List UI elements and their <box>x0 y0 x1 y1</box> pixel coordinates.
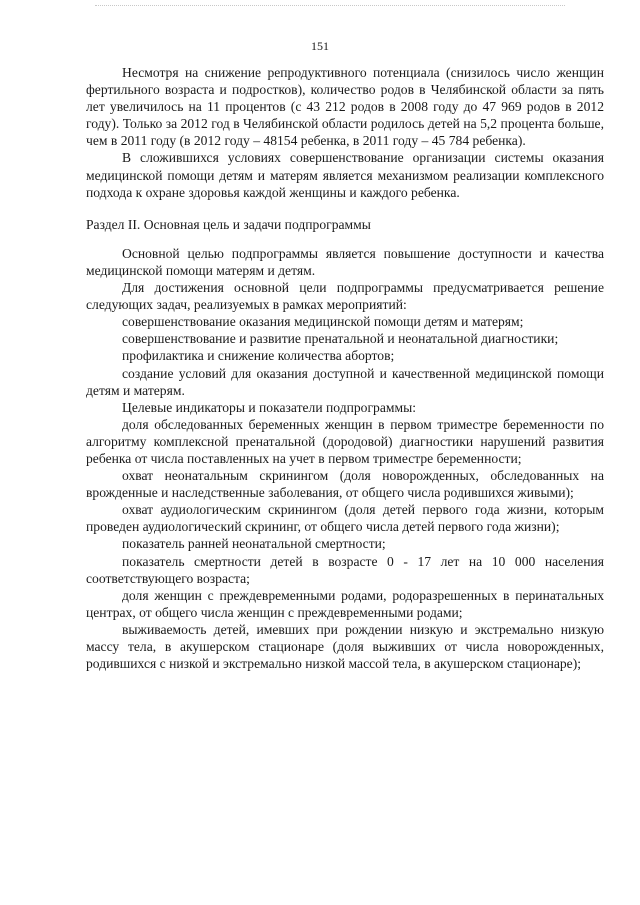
section-heading: Раздел II. Основная цель и задачи подпрограммы <box>86 216 371 232</box>
task-item: совершенствование и развитие пренатальной и неонатальной диагностики; <box>122 331 559 347</box>
indicator-item: охват аудиологическим скринингом (доля детей первого года жизни, которым проведен аудиологический скрининг, от общего числа детей первого года жизни); <box>86 502 604 535</box>
paragraph-birth-statistics: Несмотря на снижение репродуктивного потенциала (снизилось число женщин фертильного возраста и подростков), количество родов в Челябинской области за пять лет увеличилось на 11 процентов (с 43 212 родов в 2008 году до 47 969 родов в 2012 году). Только за 2012 год в Челябинской области родилось детей на 5,2 процента больше, чем в 2011 году (в 2012 году – 48154 ребенка, в 2011 году – 45 784 ребенка). <box>86 65 604 149</box>
task-item: создание условий для оказания доступной и качественной медицинской помощи детям и матерям. <box>86 365 604 398</box>
paragraph-main-goal: Основной целью подпрограммы является повышение доступности и качества медицинской помощи матерям и детям. <box>86 245 604 278</box>
indicator-item: охват неонатальным скринингом (доля новорожденных, обследованных на врожденные и наследственные заболевания, от общего числа родившихся живыми); <box>86 468 604 501</box>
paragraph-indicators-intro: Целевые индикаторы и показатели подпрограммы: <box>122 399 417 415</box>
task-item: профилактика и снижение количества абортов; <box>122 348 395 364</box>
indicator-item: показатель смертности детей в возрасте 0 - 17 лет на 10 000 населения соответствующего возраста; <box>86 553 604 586</box>
indicator-item: выживаемость детей, имевших при рождении низкую и экстремально низкую массу тела, в акушерском стационаре (доля выживших от числа новорожденных, родившихся с низкой и экстремально низкой массой тела, в акушерском стационаре); <box>86 621 604 672</box>
indicator-item: доля женщин с преждевременными родами, родоразрешенных в перинатальных центрах, от общего числа женщин с преждевременными родами; <box>86 587 604 620</box>
scan-artifact-line <box>95 5 565 6</box>
page-number: 151 <box>311 39 329 53</box>
paragraph-system-improvement: В сложившихся условиях совершенствование организации системы оказания медицинской помощи детям и матерям является механизмом реализации комплексного подхода к охране здоровья каждой женщины и каждого ребенка. <box>86 150 604 200</box>
paragraph-tasks-intro: Для достижения основной цели подпрограммы предусматривается решение следующих задач, реализуемых в рамках мероприятий: <box>86 280 604 313</box>
indicator-item: показатель ранней неонатальной смертности; <box>122 536 386 552</box>
indicator-item: доля обследованных беременных женщин в первом триместре беременности по алгоритму комплексной пренатальной (дородовой) диагностики нарушений развития ребенка от числа поставленных на учет в первом триместре беременности; <box>86 416 604 466</box>
document-body <box>86 64 604 672</box>
task-item: совершенствование оказания медицинской помощи детям и матерям; <box>122 314 524 330</box>
